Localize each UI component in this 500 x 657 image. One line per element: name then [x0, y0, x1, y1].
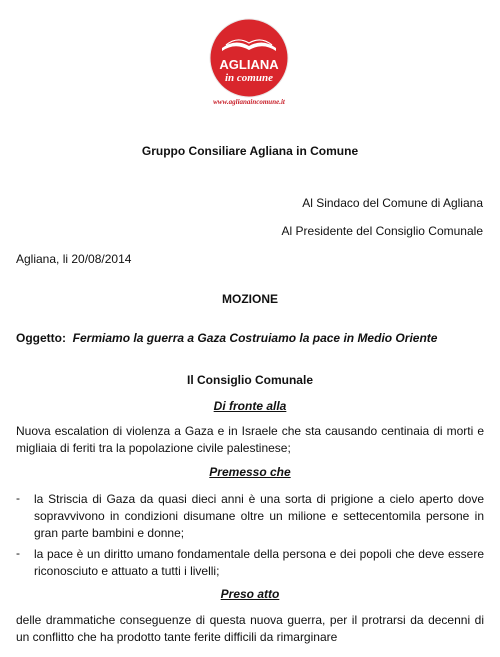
logo-emblem-icon	[204, 18, 294, 98]
svg-text:AGLIANA: AGLIANA	[219, 57, 279, 72]
place-date: Agliana, li 20/08/2014	[16, 252, 132, 266]
paragraph-preso-atto: delle drammatiche conseguenze di questa nuova guerra, per il protrarsi da decenni di un conflitto che ha prodotto tante ferite difficili da rimarginare	[16, 613, 484, 644]
council-heading: Il Consiglio Comunale	[186, 373, 313, 387]
paragraph-di-fronte: Nuova escalation di violenza a Gaza e in Israele che sta causando centinaia di morti e migliaia di feriti tra la popolazione civile palestinese;	[16, 424, 484, 455]
recipient-mayor: Al Sindaco del Comune di Agliana	[302, 196, 483, 210]
bullet-item-peace-right: la pace è un diritto umano fondamentale della persona e dei popoli che deve essere riconosciuto e attuato a tutti i livelli;	[34, 547, 484, 578]
subject-colon: :	[62, 331, 66, 345]
svg-text:in comune: in comune	[225, 72, 273, 84]
subject-line	[16, 331, 437, 345]
group-heading: Gruppo Consiliare Agliana in Comune	[141, 144, 359, 158]
bullet-item-gaza-strip: la Striscia di Gaza da quasi dieci anni è una sorta di prigione a cielo aperto dove sopravvivono in condizioni disumane oltre un milione e settecentomila persone in gran parte bambini e donne;	[34, 492, 484, 540]
subject-label: Oggetto	[16, 331, 62, 345]
party-logo	[204, 18, 294, 118]
subject-text: Fermiamo la guerra a Gaza Costruiamo la pace in Medio Oriente	[72, 331, 438, 345]
logo-url: www.aglianaincomune.it	[213, 98, 285, 106]
heading-preso-atto: Preso atto	[220, 587, 280, 601]
bullet-marker: -	[16, 491, 20, 505]
heading-premesso: Premesso che	[209, 465, 291, 479]
document-title: MOZIONE	[222, 292, 278, 306]
heading-di-fronte: Di fronte alla	[213, 399, 287, 413]
recipient-council-president: Al Presidente del Consiglio Comunale	[281, 224, 483, 238]
bullet-marker: -	[16, 546, 20, 560]
